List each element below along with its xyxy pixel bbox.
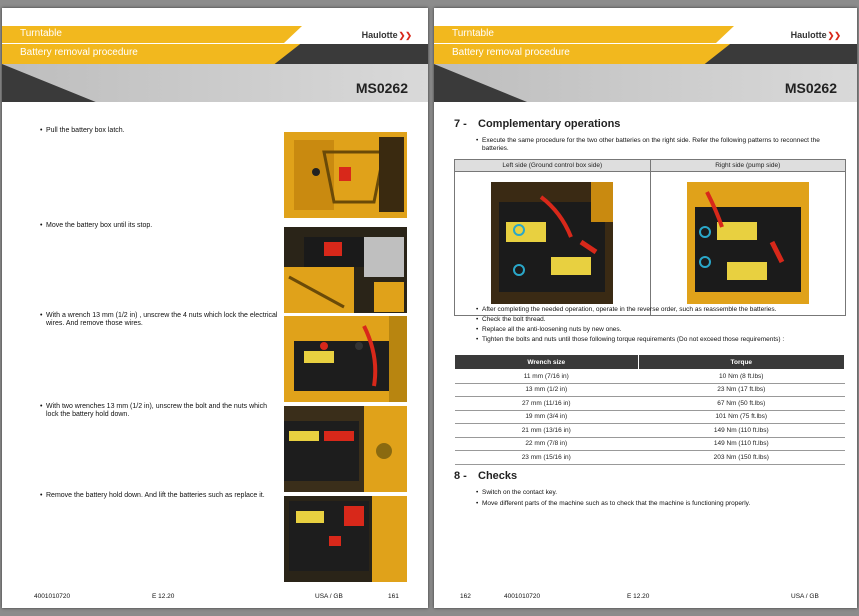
photo-left-side-batteries xyxy=(455,172,651,316)
brand-logo: Haulotte❯❯ xyxy=(790,30,841,40)
footer-lang: USA / GB xyxy=(791,593,819,600)
after-bullet: • After completing the needed operation, operate in the reverse order, such as reassemble the batteries. xyxy=(482,306,847,314)
photo-battery-lift xyxy=(284,496,407,582)
after-bullet: • Replace all the anti-loosening nuts by new ones. xyxy=(482,326,847,334)
photo-right-side-batteries xyxy=(650,172,846,316)
step-text: • Pull the battery box latch. xyxy=(46,127,278,135)
photo-battery-wires xyxy=(284,316,407,402)
footer-edition: E 12.20 xyxy=(627,593,650,600)
footer-edition: E 12.20 xyxy=(152,593,175,600)
section-7-number: 7 - xyxy=(454,118,467,130)
torque-table xyxy=(454,354,845,465)
footer-ref: 4001010720 xyxy=(504,593,541,600)
footer-page-number: 162 xyxy=(460,593,471,600)
section-8-number: 8 - xyxy=(454,470,467,482)
after-bullet: • Tighten the bolts and nuts until those following torque requirements (Do not exceed those requirements) : xyxy=(482,336,847,344)
section-7-title: Complementary operations xyxy=(478,118,621,130)
step-text: • Move the battery box until its stop. xyxy=(46,222,278,230)
intro-text: • Execute the same procedure for the two other batteries on the right side. Refer the following patterns to reconnect the batteries. xyxy=(482,137,847,153)
section-8-title: Checks xyxy=(478,470,518,482)
caption-left-side: Left side (Ground control box side) xyxy=(455,160,651,172)
footer-ref: 4001010720 xyxy=(34,593,71,600)
step-text: • With a wrench 13 mm (1/2 in) , unscrew the 4 nuts which lock the electrical wires. And remove those wires. xyxy=(46,312,278,328)
header-title: Battery removal procedure xyxy=(452,47,570,58)
battery-patterns-table xyxy=(454,159,846,316)
check-bullet: • Switch on the contact key. xyxy=(482,489,847,497)
header-section-bar xyxy=(434,26,857,43)
header-section: Turntable xyxy=(20,28,62,39)
header-section-bar xyxy=(2,26,428,43)
check-bullet: • Move different parts of the machine such as to check that the machine is functioning properly. xyxy=(482,500,847,508)
logo-arrows-icon: ❯❯ xyxy=(398,31,412,40)
table-row: 11 mm (7/16 in) 10 Nm (8 ft.lbs) xyxy=(455,370,845,384)
table-row: 22 mm (7/8 in) 149 Nm (110 ft.lbs) xyxy=(455,437,845,451)
footer-page-number: 161 xyxy=(388,593,399,600)
logo-arrows-icon: ❯❯ xyxy=(827,31,841,40)
table-row: 23 mm (15/16 in) 203 Nm (150 ft.lbs) xyxy=(455,451,845,465)
doc-code: MS0262 xyxy=(355,80,408,96)
footer-lang: USA / GB xyxy=(315,593,343,600)
col-torque: Torque xyxy=(638,355,844,370)
header-title: Battery removal procedure xyxy=(20,47,138,58)
page-161 xyxy=(2,8,428,608)
table-row: 19 mm (3/4 in) 101 Nm (75 ft.lbs) xyxy=(455,410,845,424)
col-wrench-size: Wrench size xyxy=(455,355,639,370)
table-row: 21 mm (13/16 in) 149 Nm (110 ft.lbs) xyxy=(455,424,845,438)
doc-code: MS0262 xyxy=(784,80,837,96)
photo-battery-latch xyxy=(284,132,407,218)
step-text: • Remove the battery hold down. And lift the batteries such as replace it. xyxy=(46,492,278,500)
page-162 xyxy=(434,8,857,608)
header-section: Turntable xyxy=(452,28,494,39)
photo-battery-box xyxy=(284,227,407,313)
caption-right-side: Right side (pump side) xyxy=(650,160,846,172)
photo-battery-hold-down xyxy=(284,406,407,492)
table-row: 13 mm (1/2 in) 23 Nm (17 ft.lbs) xyxy=(455,383,845,397)
table-row: 27 mm (11/16 in) 67 Nm (50 ft.lbs) xyxy=(455,397,845,411)
brand-logo: Haulotte❯❯ xyxy=(361,30,412,40)
after-bullet: • Check the bolt thread. xyxy=(482,316,847,324)
step-text: • With two wrenches 13 mm (1/2 in), unscrew the bolt and the nuts which lock the battery hold down. xyxy=(46,403,278,419)
